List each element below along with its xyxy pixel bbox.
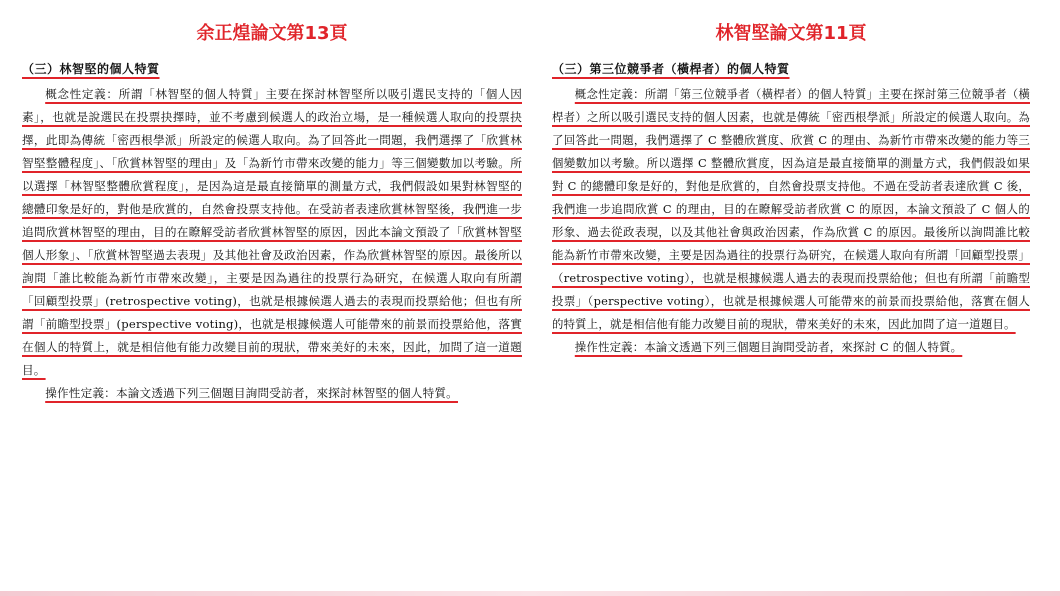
right-operational-definition: 操作性定義：本論文透過下列三個題目詢問受訪者，來探討 C 的個人特質。: [574, 340, 963, 354]
right-panel-title: 林智堅論文第11頁: [715, 23, 867, 44]
left-section-heading: （三）林智堅的個人特質: [22, 62, 160, 76]
left-panel-title: 余正煌論文第13頁: [196, 23, 348, 44]
right-document-panel: [552, 0, 1030, 359]
footer-band: [0, 591, 1060, 596]
left-document-panel: [22, 0, 522, 405]
right-section-heading: （三）第三位競爭者（橫桿者）的個人特質: [552, 62, 790, 76]
left-conceptual-definition: 概念性定義：所謂「林智堅的個人特質」主要在探討林智堅所以吸引選民支持的「個人因素」，也就是說選民在投票抉擇時，並不考慮到候選人的政治立場，是一種候選人取向的投票抉擇，此即為傳統「密西根學派」所設定的候選人取向。為了回答此一問題，我們選擇了「欣賞林智堅整體程度」、「欣賞林智堅的理由」及「為新竹市帶來改變的能力」等三個變數加以考驗。所以選擇「林智堅整體欣賞程度」，是因為這是最直接簡單的測量方式，我們假設如果對林智堅的總體印象是好的，對他是欣賞的，自然會投票支持他。在受訪者表達欣賞林智堅後，我們進一步追問欣賞林智堅的理由，目的在瞭解受訪者欣賞林智堅的原因，因此本論文預設了「欣賞林智堅個人形象」、「欣賞林智堅過去表現」及其他社會及政治因素，作為欣賞林智堅的原因。最後所以詢問「誰比較能為新竹市帶來改變」，主要是因為過往的投票行為研究，在候選人取向有所謂「回顧型投票」(retrospective voting)，也就是根據候選人過去的表現而投票給他；但也有所謂「前瞻型投票」(perspective voting)，也就是根據候選人可能帶來的前景而投票給他，落實在個人的特質上，就是相信他有能力改變目前的現狀，帶來美好的未來，因此，加問了這一道題目。: [22, 87, 522, 377]
right-conceptual-definition: 概念性定義：所謂「第三位競爭者（橫桿者）的個人特質」主要在探討第三位競爭者（橫桿者）之所以吸引選民支持的個人因素，也就是傳統「密西根學派」所設定的候選人取向。為了回答此一問題，我們選擇了 C 整體欣賞度、欣賞 C 的理由、為新竹市帶來改變的能力等三個變數加以考驗。所以選擇 C 整體欣賞度，因為這是最直接簡單的測量方式，我們假設如果對 C 的總體印象是好的，對他是欣賞的，自然會投票支持他。不過在受訪者表達欣賞 C 後，我們進一步追問欣賞 C 的理由，目的在瞭解受訪者欣賞 C 的原因，本論文預設了 C 個人的形象、過去從政表現，以及其他社會與政治因素，作為欣賞 C 的原因。最後所以詢問誰比較能為新竹市帶來改變，主要是因為過往的投票行為研究，在候選人取向有所謂「回顧型投票」（retrospective voting），也就是根據候選人過去的表現而投票給他；但也有所謂「前瞻型投票」（perspective voting），也就是根據候選人可能帶來的前景而投票給他，落實在個人的特質上，就是相信他有能力改變目前的現狀，帶來美好的未來，因此加問了這一道題目。: [552, 87, 1030, 331]
left-operational-definition: 操作性定義：本論文透過下列三個題目詢問受訪者，來探討林智堅的個人特質。: [45, 386, 458, 400]
